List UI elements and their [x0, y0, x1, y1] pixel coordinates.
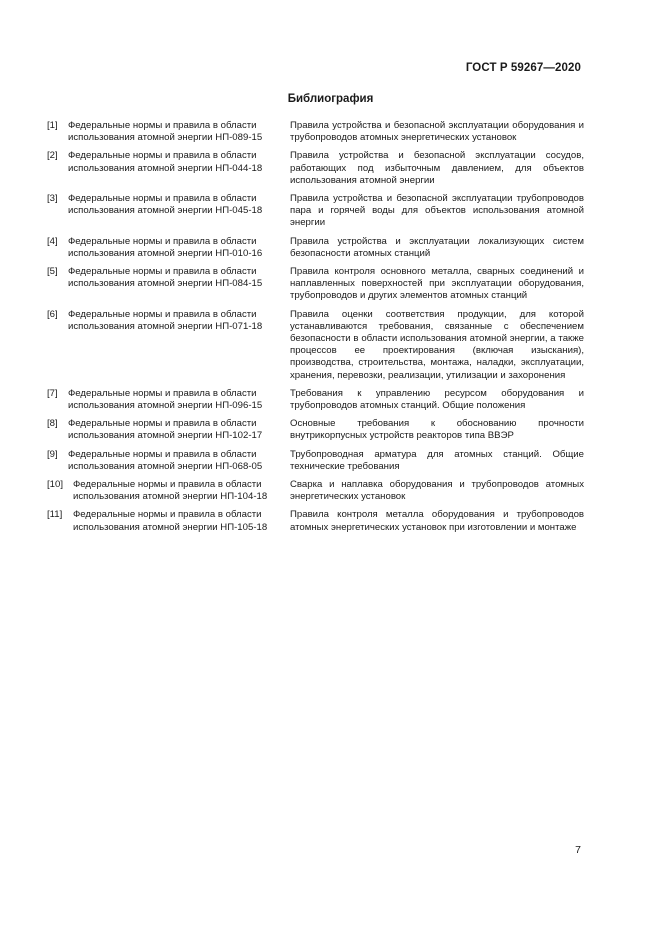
entry-number: [5]	[47, 266, 58, 278]
entry-number: [10]	[47, 479, 64, 491]
bibliography-entry	[47, 193, 584, 230]
entry-number: [9]	[47, 448, 58, 460]
entry-source: Федеральные нормы и правила в области использования атомной энергии НП-068-05	[68, 448, 263, 472]
bibliography-entry	[47, 150, 584, 187]
entry-source: Федеральные нормы и правила в области использования атомной энергии НП-104-18	[73, 479, 268, 503]
entry-description: Сварка и наплавка оборудования и трубопроводов атомных энергетических установок	[290, 479, 584, 503]
entry-source: Федеральные нормы и правила в области использования атомной энергии НП-089-15	[68, 120, 263, 144]
entry-number: [11]	[47, 509, 63, 521]
entry-description: Правила устройства и эксплуатации локализующих систем безопасности атомных станций	[290, 235, 584, 259]
entry-description: Трубопроводная арматура для атомных станций. Общие технические требования	[290, 448, 584, 472]
entry-source: Федеральные нормы и правила в области использования атомной энергии НП-010-16	[68, 235, 263, 259]
bibliography-entry	[47, 236, 584, 260]
entry-number: [8]	[47, 418, 58, 430]
entry-source: Федеральные нормы и правила в области использования атомной энергии НП-044-18	[68, 150, 263, 174]
entry-number: [6]	[47, 308, 58, 320]
entry-description: Правила устройства и безопасной эксплуатации оборудования и трубопроводов атомных энергетических установок	[290, 120, 584, 144]
entry-description: Требования к управлению ресурсом оборудования и трубопроводов атомных станций. Общие положения	[290, 387, 584, 412]
entry-description: Основные требования к обоснованию прочности внутрикорпусных устройств реакторов типа ВВЭР	[290, 418, 584, 442]
entry-number: [7]	[47, 387, 58, 399]
entry-source: Федеральные нормы и правила в области использования атомной энергии НП-102-17	[68, 418, 263, 442]
entry-number: [3]	[47, 193, 58, 205]
entry-number: [2]	[47, 150, 58, 162]
bibliography-entry	[47, 509, 584, 533]
entry-description: Правила устройства и безопасной эксплуатации сосудов, работающих под избыточным давлением, для объектов использования атомной энергии	[290, 150, 584, 186]
bibliography-entry	[47, 449, 584, 473]
entry-description: Правила контроля металла оборудования и трубопроводов атомных энергетических установок при изготовлении и монтаже	[290, 509, 584, 533]
section-title: Библиография	[287, 93, 374, 105]
entry-source: Федеральные нормы и правила в области использования атомной энергии НП-071-18	[68, 308, 263, 332]
entry-number: [1]	[47, 120, 58, 131]
entry-source: Федеральные нормы и правила в области использования атомной энергии НП-105-18	[73, 509, 268, 533]
entry-description: Правила оценки соответствия продукции, для которой устанавливаются требования, связанные с обеспечением безопасности в области использования атомной энергии, а также процессов ее проектирования (включая изыскания), производства, строительства, монтажа, наладки, эксплуатации, хранения, перевозки, реализации, утилизации и захоронения	[290, 308, 584, 381]
bibliography-entry	[47, 388, 584, 412]
bibliography-entry	[47, 266, 584, 303]
bibliography-entry	[47, 418, 584, 442]
page-number: 7	[575, 844, 581, 856]
document-code: ГОСТ Р 59267—2020	[465, 62, 581, 74]
entry-number: [4]	[47, 235, 58, 247]
bibliography-entry	[47, 309, 584, 382]
entry-description: Правила контроля основного металла, сварных соединений и наплавленных поверхностей при эксплуатации оборудования, трубопроводов и других элементов атомных станций	[290, 266, 584, 302]
bibliography-entry	[47, 479, 584, 503]
bibliography-entry	[47, 120, 584, 144]
entry-source: Федеральные нормы и правила в области использования атомной энергии НП-096-15	[68, 387, 263, 412]
entry-source: Федеральные нормы и правила в области использования атомной энергии НП-084-15	[68, 266, 263, 290]
entry-source: Федеральные нормы и правила в области использования атомной энергии НП-045-18	[68, 193, 263, 217]
bibliography-list	[47, 120, 584, 534]
entry-description: Правила устройства и безопасной эксплуатации трубопроводов пара и горячей воды для объектов использования атомной энергии	[290, 193, 584, 229]
